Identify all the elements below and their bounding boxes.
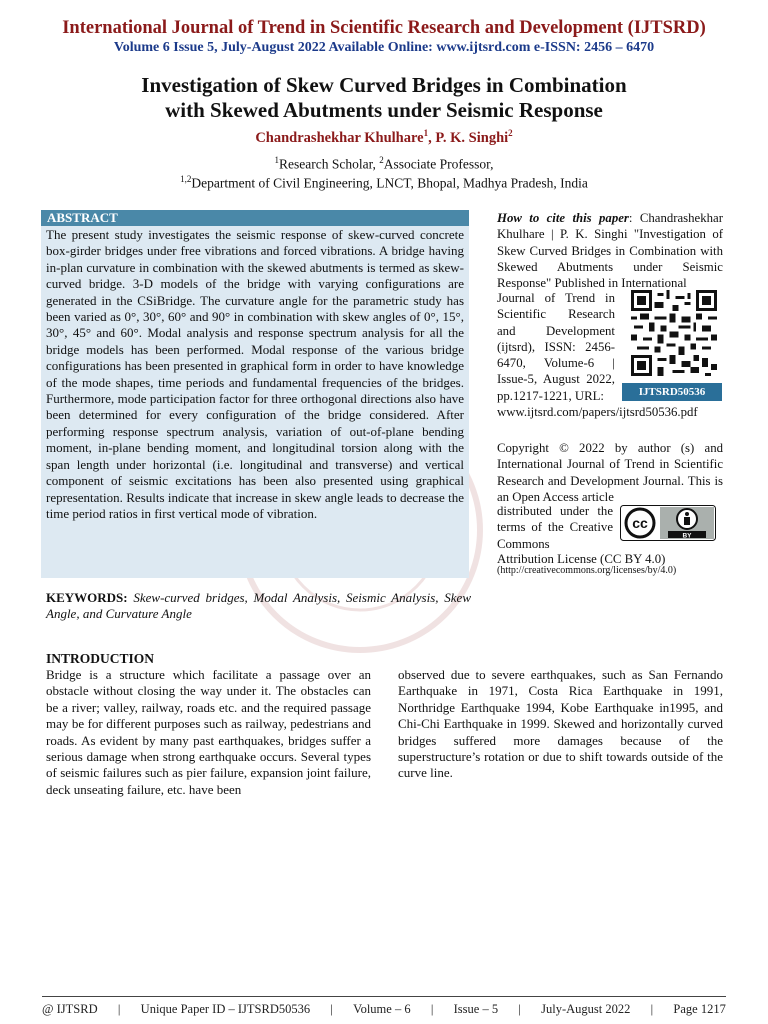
author-2-sup: 2: [508, 128, 513, 138]
paper-title: [60, 73, 708, 123]
citation-text-top: Chandrashekhar Khulhare | P. K. Singhi "Investigation of Skew Curved Bridges in Combination with Skewed Abutments under Seismic Response" Published in International: [497, 211, 723, 291]
footer-volume: Volume – 6: [353, 1002, 411, 1016]
copyright-text: Copyright © 2022 by author (s) and International Journal of Trend in Scientific Research and Development Journal. This is an Open Access article: [497, 441, 723, 504]
copyright-license-line: Attribution License (CC BY 4.0): [497, 552, 666, 566]
footer-sep: |: [518, 1002, 521, 1016]
abstract-box: [41, 210, 469, 578]
affil-sup-2: 2: [379, 155, 384, 165]
citation-colon: :: [628, 211, 633, 225]
page-footer: [42, 1002, 726, 1017]
qr-code-block[interactable]: [622, 290, 726, 401]
author-separator: ,: [428, 129, 436, 146]
authors: [0, 128, 768, 147]
copyright-license-link[interactable]: (http://creativecommons.org/licenses/by/4.0): [497, 565, 677, 576]
introduction-left-column: Bridge is a structure which facilitate a passage over an obstacle without closing the way under it. The obstacles can be a river; valley, railway, roads etc. and the required passage may be for different purposes such as railway, pedestrians and roads. As evident by many past earthquakes, bridges suffer a serious damage when strong earthquake occurs. Several types of seismic failures such as pier failure, expansion joint failure, deck unseating failure, etc. have been: [46, 667, 371, 797]
affiliation-roles: [0, 155, 768, 173]
footer-publisher: @ IJTSRD: [42, 1002, 98, 1016]
keywords-label: KEYWORDS:: [46, 590, 128, 605]
footer-sep: |: [650, 1002, 654, 1016]
abstract-text: The present study investigates the seismic response of skew-curved concrete box-girder bridges under free vibrations and forced vibrations. A bridge having in-plan curvature in combination with the skewed abutments is termed as skew-curved bridge. 3-D models of the bridge with varying configurations are generated in the CSiBridge. The curvature angle for the parametric study has been varied as 0°, 30°, 60° and 90° in combination with skew angles of 0°, 15°, 30°, 45° and 60°. Modal analysis and response spectrum analysis for all the bridge models has been performed. Modal response of the various bridge configurations has been presented in graphical form in order to have knowledge of the mode shapes, time periods and fundamental frequencies of the bridges. Furthermore, mode participation factor for three orthogonal directions also have been determined for every configuration of the bridge considered. After performing response spectrum analysis, variation of out-of-plane bending moment, in-plane bending moment, and longitudinal torsion along with the span length under horizontal (i.e. longitudinal and transverse) and vertical component of seismic excitations has been also presented using graphical representation. Results indicate that increase in skew angle leads to decrease the time period ratios in first vertical mode of vibration.: [46, 227, 464, 521]
affil-sup-12: 1,2: [180, 174, 192, 184]
author-1: Chandrashekhar Khulhare: [255, 129, 424, 146]
affil-sup-1: 1: [274, 155, 279, 165]
introduction-right-column: observed due to severe earthquakes, such as San Fernando Earthquake in 1971, Costa Rica Earthquake in 1991, Northridge Earthquake 1994, Kobe Earthquake in1995, and Chi-Chi Earthquake in 1999. Skewed and horizontally curved bridges suffered more damages because of the superstructure’s rotation or due to shift towards outside of the curve line.: [398, 667, 723, 781]
citation-block: [497, 210, 723, 291]
abstract-heading: ABSTRACT: [41, 210, 469, 226]
introduction-heading: INTRODUCTION: [46, 651, 155, 666]
affiliation-department: [0, 174, 768, 192]
footer-date: July-August 2022: [541, 1002, 631, 1016]
author-1-sup: 1: [423, 128, 429, 138]
copyright-text-narrow: distributed under the terms of the Creative Commons: [497, 504, 613, 551]
paper-title-line-2: with Skewed Abutments under Seismic Response: [165, 98, 603, 122]
keywords-text: Skew-curved bridges, Modal Analysis, Seismic Analysis, Skew Angle, and Curvature Angle: [46, 590, 471, 622]
citation-text-narrow: Journal of Trend in Scientific Research and Development (ijtsrd), ISSN: 2456-6470, Volume-6 | Issue-5, August 2022, pp.1217-1221, URL:: [497, 291, 615, 403]
affil-department-text: Department of Civil Engineering, LNCT, Bhopal, Madhya Pradesh, India: [191, 175, 588, 191]
journal-title: International Journal of Trend in Scientific Research and Development (IJTSRD): [62, 18, 706, 38]
journal-issue-line: Volume 6 Issue 5, July-August 2022 Available Online: www.ijtsrd.com e-ISSN: 2456 – 6470: [113, 40, 655, 55]
footer-page-number: Page 1217: [673, 1002, 726, 1016]
cc-badge-by-text: BY: [682, 532, 692, 540]
paper-title-line-1: Investigation of Skew Curved Bridges in Combination: [141, 73, 627, 97]
qr-code-icon[interactable]: [630, 290, 718, 376]
footer-sep: |: [430, 1002, 434, 1016]
footer-issue: Issue – 5: [453, 1002, 499, 1016]
footer-sep: |: [330, 1002, 333, 1016]
qr-paper-id-label: IJTSRD50536: [622, 383, 722, 401]
keywords: [46, 590, 471, 623]
footer-sep: |: [117, 1002, 121, 1016]
footer-paper-id: Unique Paper ID – IJTSRD50536: [140, 1002, 311, 1016]
citation-label: How to cite this paper: [497, 211, 629, 225]
author-2: P. K. Singhi: [435, 129, 509, 146]
footer-divider: [42, 996, 726, 997]
affil-role-2: Associate Professor,: [383, 156, 494, 172]
citation-url[interactable]: www.ijtsrd.com/papers/ijtsrd50536.pdf: [497, 405, 698, 419]
cc-badge-cc-text: cc: [632, 515, 648, 531]
cc-by-license-badge[interactable]: [620, 505, 716, 541]
affil-role-1: Research Scholar,: [279, 156, 380, 172]
